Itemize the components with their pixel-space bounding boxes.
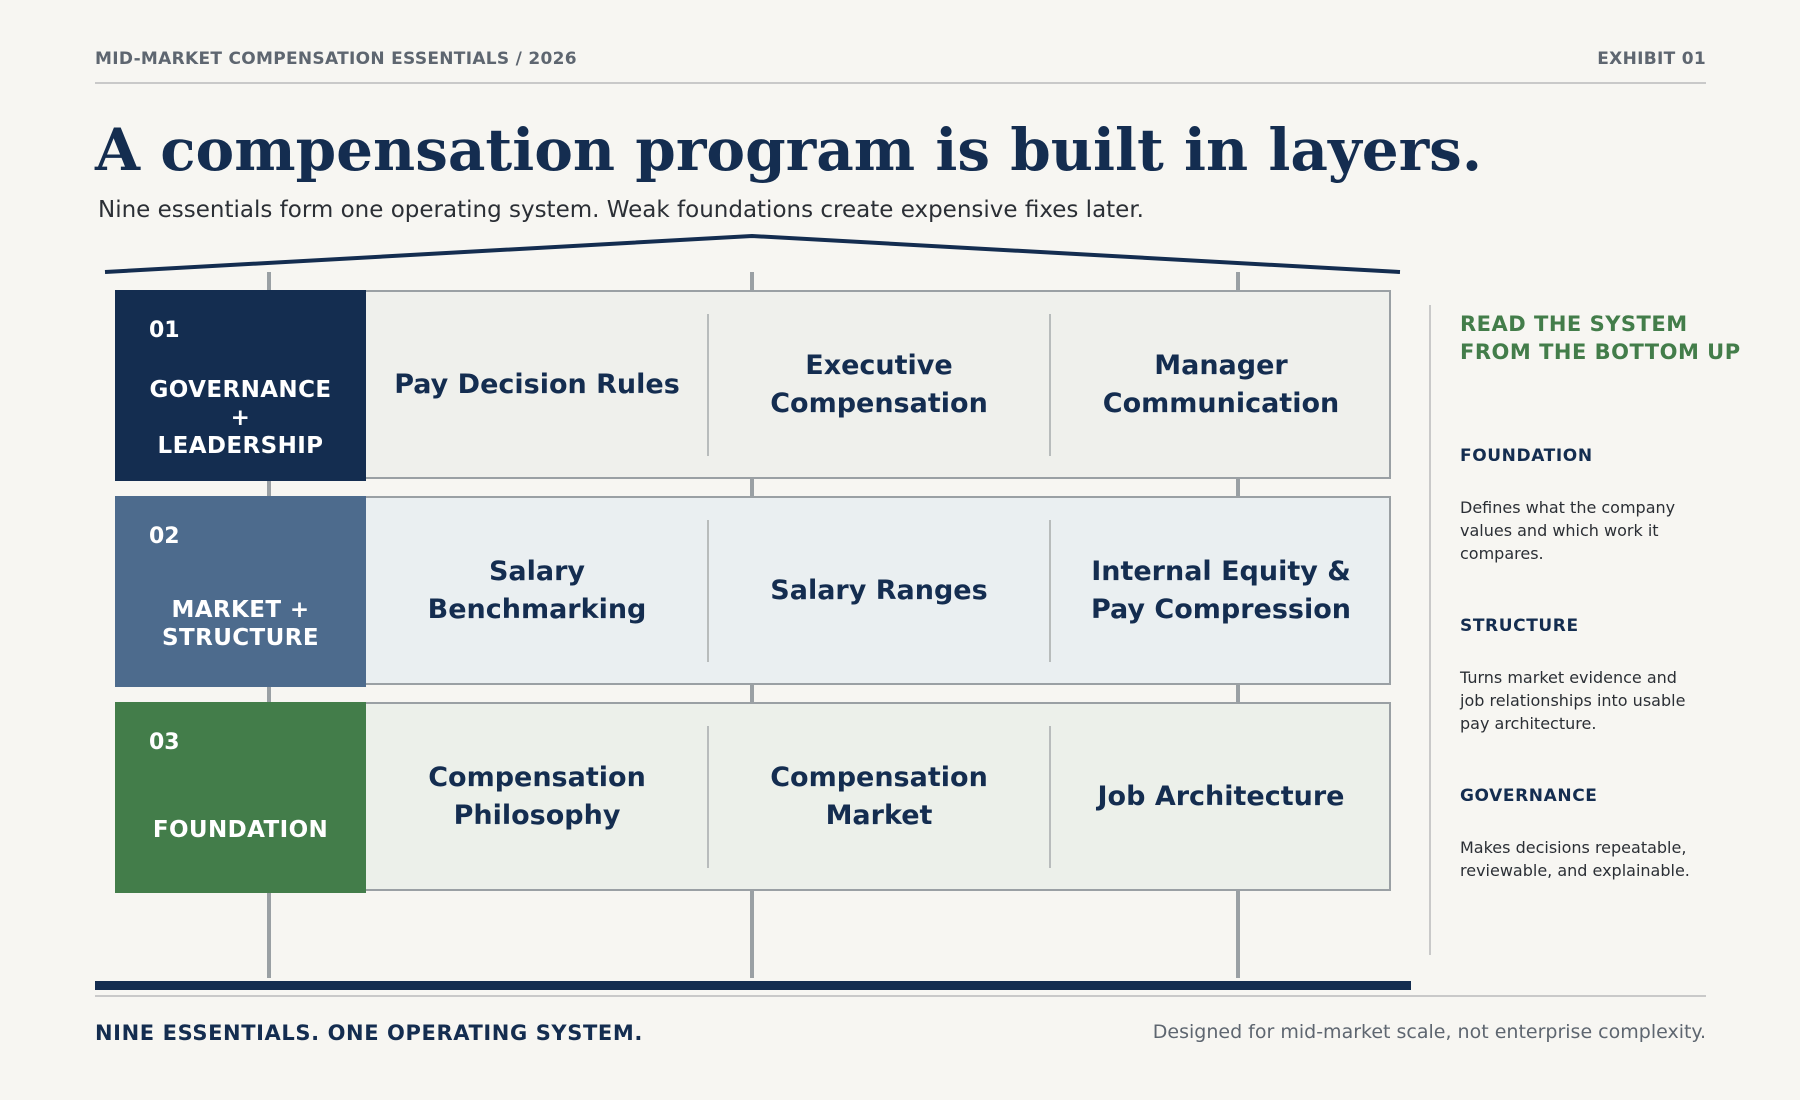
series-label: MID-MARKET COMPENSATION ESSENTIALS / 2026 bbox=[95, 49, 577, 69]
layer-label-governance bbox=[115, 290, 366, 481]
essential-compensation-philosophy: Compensation Philosophy bbox=[428, 761, 646, 831]
essential-internal-equity: Internal Equity & Pay Compression bbox=[1090, 555, 1352, 625]
sidebar-text-governance: Makes decisions repeatable, reviewable, and explainable. bbox=[1460, 838, 1690, 880]
layer-number: 03 bbox=[149, 730, 180, 755]
layer-row-foundation bbox=[115, 702, 1391, 891]
sidebar-text-structure: Turns market evidence and job relationships into usable pay architecture. bbox=[1460, 668, 1686, 733]
sidebar-divider bbox=[1429, 305, 1431, 955]
essential-pay-decision-rules: Pay Decision Rules bbox=[394, 368, 680, 400]
essential-salary-benchmarking: Salary Benchmarking bbox=[427, 555, 647, 625]
sidebar-heading-governance: GOVERNANCE bbox=[1460, 786, 1598, 806]
essential-executive-compensation: Executive Compensation bbox=[770, 349, 988, 419]
layer-row-governance bbox=[115, 290, 1391, 479]
roof-line bbox=[105, 236, 1400, 272]
layer-name: FOUNDATION bbox=[152, 816, 329, 843]
page-subtitle: Nine essentials form one operating system. Weak foundations create expensive fixes later. bbox=[98, 197, 1144, 223]
sidebar-heading-foundation: FOUNDATION bbox=[1460, 446, 1593, 466]
page-title: A compensation program is built in layers. bbox=[95, 116, 1483, 184]
bottom-divider bbox=[95, 995, 1706, 997]
layer-label-market-structure bbox=[115, 496, 366, 687]
essential-manager-communication: Manager Communication bbox=[1102, 349, 1340, 419]
layer-row-market-structure bbox=[115, 496, 1391, 685]
layer-name: GOVERNANCE + LEADERSHIP bbox=[149, 376, 332, 459]
footer-tagline: NINE ESSENTIALS. ONE OPERATING SYSTEM. bbox=[95, 1021, 643, 1045]
essential-salary-ranges: Salary Ranges bbox=[770, 574, 988, 606]
essential-compensation-market: Compensation Market bbox=[770, 761, 988, 831]
sidebar-text-foundation: Defines what the company values and which work it compares. bbox=[1460, 498, 1676, 563]
foundation-base-bar bbox=[95, 981, 1411, 990]
sidebar-heading-structure: STRUCTURE bbox=[1460, 616, 1579, 636]
exhibit-label: EXHIBIT 01 bbox=[1597, 49, 1706, 69]
layer-number: 01 bbox=[149, 318, 180, 343]
essential-job-architecture: Job Architecture bbox=[1097, 780, 1345, 812]
layer-name: MARKET + STRUCTURE bbox=[162, 596, 319, 651]
layer-label-foundation bbox=[115, 702, 366, 893]
layer-number: 02 bbox=[149, 524, 180, 549]
sidebar-title: READ THE SYSTEM FROM THE BOTTOM UP bbox=[1460, 312, 1741, 364]
footer-note: Designed for mid-market scale, not enterprise complexity. bbox=[1152, 1021, 1706, 1043]
